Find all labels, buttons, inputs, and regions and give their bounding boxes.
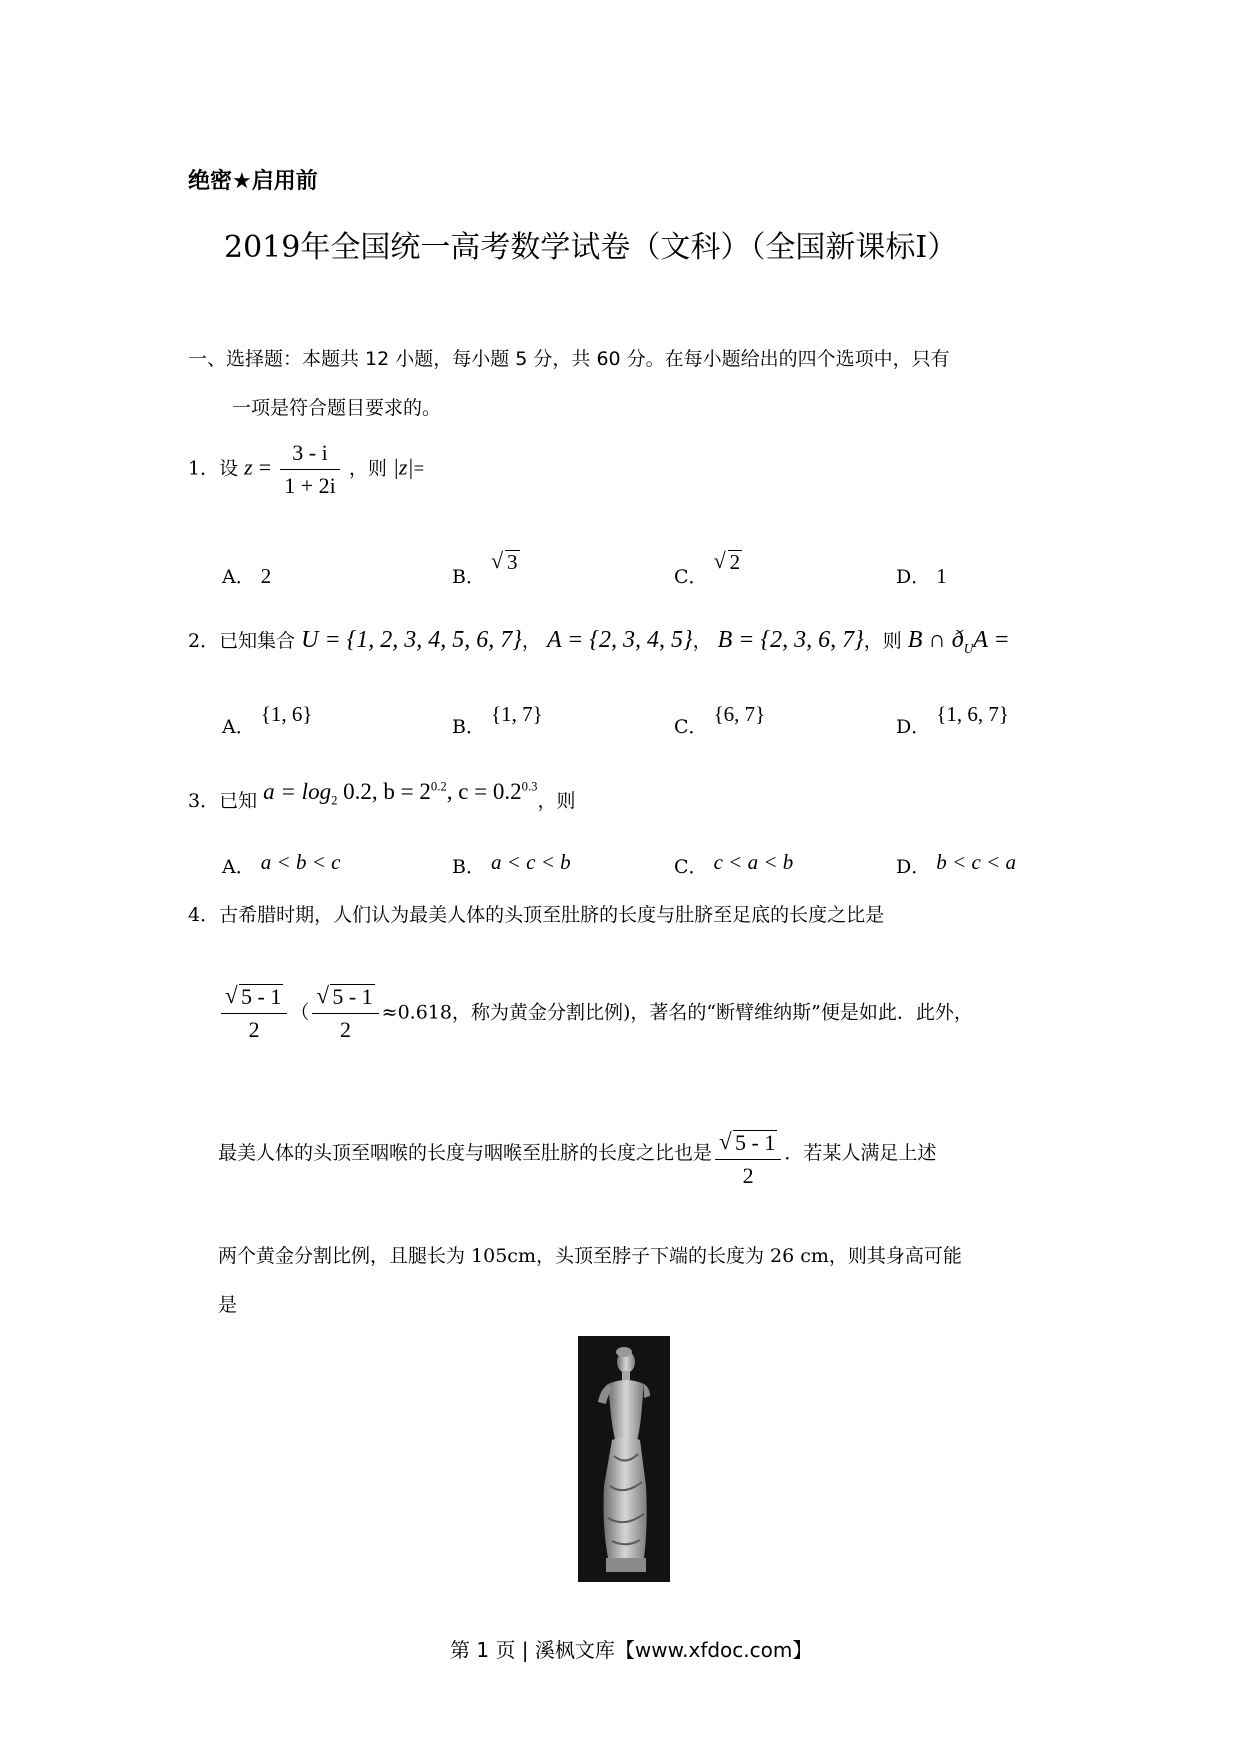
option-b[interactable] xyxy=(452,548,520,588)
option-value: a < b < c xyxy=(260,850,341,874)
venus-de-milo-image xyxy=(578,1336,670,1582)
math-expression xyxy=(263,779,538,808)
option-label: B． xyxy=(452,856,485,878)
separator: ， xyxy=(521,630,541,652)
question-text: 已知 xyxy=(219,790,258,812)
question-text: ．若某人满足上述 xyxy=(784,1141,937,1164)
option-label: B． xyxy=(452,566,485,588)
question-2 xyxy=(188,626,1010,657)
math-var: z xyxy=(244,454,253,480)
question-text: 古希腊时期，人们认为最美人体的头顶至肚脐的长度与肚脐至足底的长度之比是 xyxy=(219,904,885,926)
option-b[interactable] xyxy=(452,702,543,739)
question-4-line1 xyxy=(188,900,884,927)
option-value: a < c < b xyxy=(491,850,571,874)
section-heading-line2: 一项是符合题目要求的。 xyxy=(232,397,442,419)
question-text: ，则 xyxy=(348,457,387,480)
golden-ratio-fraction xyxy=(312,984,378,1043)
sqrt-expr xyxy=(225,984,283,1010)
option-c[interactable] xyxy=(674,852,793,879)
open-paren: （ xyxy=(290,1001,310,1024)
question-4-line4: 两个黄金分割比例，且腿长为 105cm，头顶至脖子下端的长度为 26 cm，则其身高可能 xyxy=(218,1245,962,1267)
fraction-numerator: 5 - 1 xyxy=(735,1130,776,1155)
question-text: 设 xyxy=(219,457,239,480)
question-4-line5: 是 xyxy=(218,1294,238,1316)
fraction-denominator: 2 xyxy=(221,1013,287,1043)
question-1 xyxy=(188,440,424,499)
sqrt-expr xyxy=(316,984,374,1010)
document-title: 2019年全国统一高考数学试卷（文科）（全国新课标Ⅰ） xyxy=(224,230,958,265)
option-value: b < c < a xyxy=(936,850,1016,874)
option-c[interactable] xyxy=(674,702,766,739)
question-text: 最美人体的头顶至咽喉的长度与咽喉至肚脐的长度之比也是 xyxy=(218,1141,713,1164)
set-a: A = {2, 3, 4, 5} xyxy=(546,627,693,653)
expr-c: , c = 0.2 xyxy=(446,779,522,804)
option-value: {6, 7} xyxy=(713,702,766,726)
page-footer: 第 1 页 | 溪枫文库【www.xfdoc.com】 xyxy=(450,1638,813,1662)
option-d[interactable] xyxy=(896,562,947,589)
option-label: C． xyxy=(674,716,708,738)
question-4-line3 xyxy=(218,1130,936,1189)
statue-icon xyxy=(578,1336,670,1582)
exp-c: 0.3 xyxy=(521,779,538,794)
math-abs: |z| xyxy=(392,454,414,480)
fraction-numerator: 5 - 1 xyxy=(241,984,282,1009)
option-label: A． xyxy=(222,566,255,588)
golden-ratio-fraction xyxy=(221,984,287,1043)
question-text: ，则 xyxy=(863,630,902,652)
section-heading-line1: 一、选择题：本题共 12 小题，每小题 5 分，共 60 分。在每小题给出的四个选项中，只有 xyxy=(188,348,950,370)
log-base: 2 xyxy=(331,793,338,808)
option-value: c < a < b xyxy=(713,850,794,874)
expr-tail: A = xyxy=(973,627,1010,653)
sqrt-expr xyxy=(491,550,520,575)
expr-head: B ∩ ð xyxy=(907,627,964,653)
fraction-denominator: 1 + 2i xyxy=(280,469,340,499)
option-d[interactable] xyxy=(896,852,1016,879)
set-b: B = {2, 3, 6, 7} xyxy=(717,627,864,653)
separator: ， xyxy=(692,630,712,652)
option-d[interactable] xyxy=(896,702,1009,739)
option-label: D． xyxy=(896,716,931,738)
sqrt-expr xyxy=(719,1130,777,1156)
expr-sub: U xyxy=(963,640,974,656)
option-a[interactable] xyxy=(222,702,313,739)
option-value: 2 xyxy=(729,550,741,574)
question-number: 2． xyxy=(188,630,220,652)
option-value: 2 xyxy=(260,564,272,588)
question-3 xyxy=(188,779,576,817)
option-label: A． xyxy=(222,716,255,738)
question-text: 已知集合 xyxy=(219,630,296,652)
option-value: {1, 6, 7} xyxy=(936,702,1009,726)
fraction-denominator: 2 xyxy=(715,1159,781,1189)
set-u: U = {1, 2, 3, 4, 5, 6, 7} xyxy=(301,627,522,653)
complement-expr xyxy=(907,627,1010,656)
question-number: 1． xyxy=(188,457,220,480)
fraction-denominator: 2 xyxy=(312,1013,378,1043)
math-op: = xyxy=(258,454,272,480)
option-label: C． xyxy=(674,856,708,878)
option-label: C． xyxy=(674,566,708,588)
fraction-numerator: 3 - i xyxy=(292,440,328,465)
option-label: B． xyxy=(452,716,485,738)
exp-b: 0.2 xyxy=(430,779,447,794)
option-a[interactable] xyxy=(222,852,340,879)
option-value: 1 xyxy=(936,564,947,588)
option-label: D． xyxy=(896,856,931,878)
question-text: ，则 xyxy=(537,790,576,812)
expr-a: a = log xyxy=(263,779,332,804)
expr-b: 0.2, b = 2 xyxy=(337,779,431,804)
option-b[interactable] xyxy=(452,852,571,879)
option-value: {1, 7} xyxy=(491,702,543,726)
math-op: = xyxy=(413,458,425,480)
golden-ratio-fraction xyxy=(715,1130,781,1189)
option-value: {1, 6} xyxy=(260,702,313,726)
question-4-line2 xyxy=(218,984,973,1043)
question-number: 3． xyxy=(188,790,220,812)
option-label: D． xyxy=(896,566,931,588)
question-text: ≈0.618，称为黄金分割比例)，著名的“断臂维纳斯”便是如此．此外， xyxy=(381,1001,973,1024)
fraction xyxy=(280,440,340,499)
option-a[interactable] xyxy=(222,562,271,589)
secrecy-label: 绝密★启用前 xyxy=(188,169,318,194)
option-label: A． xyxy=(222,856,255,878)
sqrt-expr xyxy=(714,550,743,575)
option-value: 3 xyxy=(507,550,518,574)
question-number: 4． xyxy=(188,904,220,926)
option-c[interactable] xyxy=(674,548,742,588)
fraction-numerator: 5 - 1 xyxy=(332,984,373,1009)
